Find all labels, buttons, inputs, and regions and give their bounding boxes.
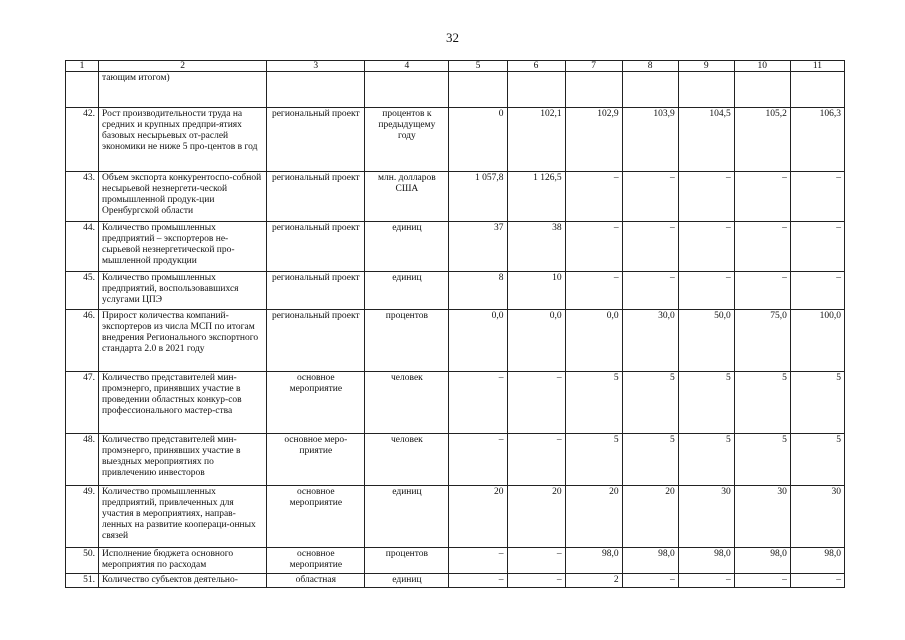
value-cell [790,72,844,108]
row-number-cell: 43. [66,172,99,222]
row-number-cell: 44. [66,222,99,272]
column-number-header: 6 [507,61,565,72]
value-cell: – [622,272,678,310]
value-cell: 2 [565,574,622,588]
value-cell: 20 [565,486,622,548]
row-number-cell: 45. [66,272,99,310]
indicator-type-cell: основное мероприятие [267,486,365,548]
table-row [66,574,845,588]
value-cell: 102,1 [507,108,565,172]
value-cell: 30 [790,486,844,548]
unit-cell: единиц [365,574,449,588]
indicator-name-cell: Количество промышленных предприятий, привлеченных для участия в мероприятиях, направ-ленных на развитие коопераци-онных связей [99,486,267,548]
value-cell: 100,0 [790,310,844,372]
row-number-cell: 48. [66,434,99,486]
value-cell: – [449,574,507,588]
unit-cell: единиц [365,222,449,272]
indicator-type-cell: основное меро-приятие [267,434,365,486]
value-cell: 38 [507,222,565,272]
value-cell: 1 057,8 [449,172,507,222]
indicator-name-cell: Количество субъектов деятельно- [99,574,267,588]
value-cell: 5 [734,372,790,434]
value-cell: – [565,272,622,310]
value-cell: – [449,372,507,434]
unit-cell: единиц [365,272,449,310]
value-cell: – [622,172,678,222]
value-cell: 30,0 [622,310,678,372]
column-number-header: 9 [678,61,734,72]
value-cell: 98,0 [622,548,678,574]
value-cell: – [678,222,734,272]
value-cell: – [507,434,565,486]
value-cell: – [507,548,565,574]
value-cell: 20 [622,486,678,548]
value-cell: – [678,574,734,588]
column-number-header: 2 [99,61,267,72]
value-cell: – [678,272,734,310]
table-row [66,372,845,434]
table-row [66,222,845,272]
table-header-row [66,61,845,72]
value-cell [565,72,622,108]
indicator-name-cell: Исполнение бюджета основного мероприятия по расходам [99,548,267,574]
value-cell: 5 [678,372,734,434]
column-number-header: 11 [790,61,844,72]
unit-cell: процентов к предыдущему году [365,108,449,172]
value-cell: 5 [622,372,678,434]
value-cell: 50,0 [678,310,734,372]
table-row [66,548,845,574]
value-cell: – [790,222,844,272]
value-cell: 75,0 [734,310,790,372]
value-cell: – [622,222,678,272]
value-cell: 105,2 [734,108,790,172]
value-cell: 98,0 [565,548,622,574]
value-cell: – [790,172,844,222]
value-cell: 98,0 [790,548,844,574]
indicator-name-cell: Количество представителей мин-промэнерго, принявших участие в выездных мероприятиях по привлечению инвесторов [99,434,267,486]
value-cell: 37 [449,222,507,272]
unit-cell: процентов [365,548,449,574]
value-cell [449,72,507,108]
value-cell: – [565,222,622,272]
value-cell: 20 [449,486,507,548]
indicator-type-cell: основное мероприятие [267,548,365,574]
value-cell: – [790,272,844,310]
row-number-cell: 46. [66,310,99,372]
indicator-type-cell [267,72,365,108]
value-cell: 5 [678,434,734,486]
value-cell: 0,0 [449,310,507,372]
value-cell: 10 [507,272,565,310]
value-cell: 103,9 [622,108,678,172]
column-number-header: 5 [449,61,507,72]
table-row [66,310,845,372]
indicator-type-cell: региональный проект [267,272,365,310]
column-number-header: 1 [66,61,99,72]
column-number-header: 7 [565,61,622,72]
row-number-cell: 51. [66,574,99,588]
indicator-type-cell: региональный проект [267,310,365,372]
value-cell [734,72,790,108]
indicator-name-cell: Количество промышленных предприятий, воспользовавшихся услугами ЦПЭ [99,272,267,310]
value-cell: 8 [449,272,507,310]
value-cell: – [507,574,565,588]
value-cell: 5 [622,434,678,486]
value-cell: 1 126,5 [507,172,565,222]
value-cell: – [507,372,565,434]
value-cell: 0,0 [507,310,565,372]
value-cell: 30 [734,486,790,548]
unit-cell: человек [365,434,449,486]
value-cell: – [790,574,844,588]
table-row [66,272,845,310]
row-number-cell [66,72,99,108]
unit-cell: млн. долларов США [365,172,449,222]
value-cell: – [734,222,790,272]
indicator-name-cell: Рост производительности труда на средних и крупных предпри-ятиях базовых несырьевых от-раслей экономики не ниже 5 про-центов в год [99,108,267,172]
value-cell: 106,3 [790,108,844,172]
indicator-name-cell: Объем экспорта конкурентоспо-собной несырьевой незнергети-ческой промышленной продук-ции Оренбургской области [99,172,267,222]
value-cell: – [565,172,622,222]
page-number: 32 [446,30,459,45]
value-cell: – [734,172,790,222]
value-cell: 0,0 [565,310,622,372]
value-cell: 5 [565,434,622,486]
unit-cell: человек [365,372,449,434]
column-number-header: 4 [365,61,449,72]
indicator-name-cell: Прирост количества компаний-экспортеров из числа МСП по итогам внедрения Регионального экспортного стандарта 2.0 в 2021 году [99,310,267,372]
value-cell: 98,0 [678,548,734,574]
value-cell [678,72,734,108]
table-row [66,172,845,222]
row-number-cell: 49. [66,486,99,548]
row-number-cell: 42. [66,108,99,172]
value-cell: 30 [678,486,734,548]
row-number-cell: 47. [66,372,99,434]
value-cell: – [449,548,507,574]
row-number-cell: 50. [66,548,99,574]
indicator-type-cell: основное мероприятие [267,372,365,434]
value-cell: 5 [565,372,622,434]
indicator-name-cell: тающим итогом) [99,72,267,108]
column-number-header: 10 [734,61,790,72]
table-row [66,434,845,486]
unit-cell: процентов [365,310,449,372]
value-cell: 20 [507,486,565,548]
unit-cell: единиц [365,486,449,548]
value-cell: – [622,574,678,588]
indicator-type-cell: областная [267,574,365,588]
value-cell: – [734,574,790,588]
value-cell: 104,5 [678,108,734,172]
indicator-name-cell: Количество промышленных предприятий – экспортеров не-сырьевой незнергетической про-мышленной продукции [99,222,267,272]
table-row [66,108,845,172]
column-number-header: 3 [267,61,365,72]
value-cell: 5 [790,434,844,486]
indicator-name-cell: Количество представителей мин-промэнерго, принявших участие в проведении областных конкур-сов профессионального мастер-ства [99,372,267,434]
column-number-header: 8 [622,61,678,72]
value-cell: 98,0 [734,548,790,574]
indicator-type-cell: региональный проект [267,108,365,172]
indicator-type-cell: региональный проект [267,172,365,222]
indicator-type-cell: региональный проект [267,222,365,272]
value-cell [622,72,678,108]
value-cell: 0 [449,108,507,172]
value-cell: – [734,272,790,310]
table-row [66,486,845,548]
table-row [66,72,845,108]
value-cell: 102,9 [565,108,622,172]
unit-cell [365,72,449,108]
value-cell: 5 [790,372,844,434]
value-cell: – [449,434,507,486]
indicators-table [65,60,845,588]
value-cell [507,72,565,108]
value-cell: 5 [734,434,790,486]
value-cell: – [678,172,734,222]
